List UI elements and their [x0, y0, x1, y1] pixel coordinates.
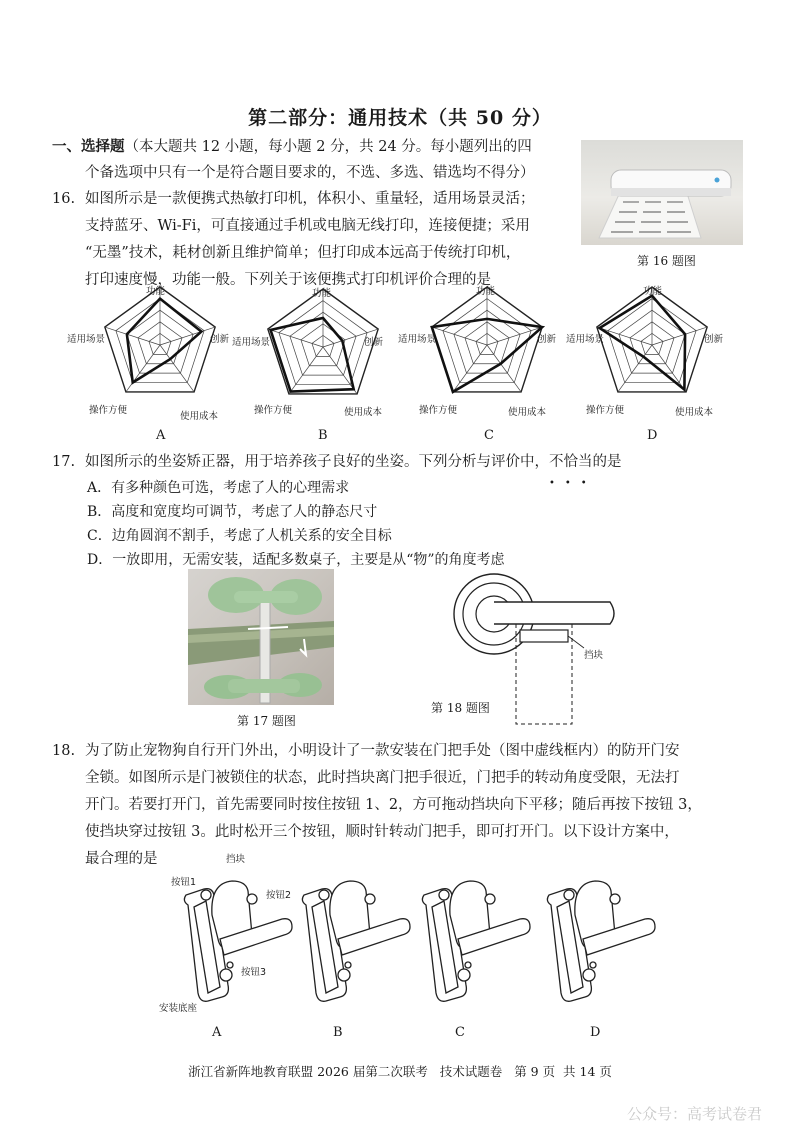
q16-option-b[interactable]: B — [318, 428, 328, 443]
q17-option-a[interactable]: A．有多种颜色可选，考虑了人的心理需求 — [87, 480, 350, 496]
radar-chart-b — [268, 289, 378, 394]
q18-line-4: 使挡块穿过按钮 3。此时松开三个按钮，顺时针转动门把手，即可打开门。以下设计方案中， — [85, 824, 679, 840]
button1-icon — [201, 890, 211, 900]
q18-label-button3: 按钮3 — [241, 967, 267, 978]
q16-line-2: 支持蓝牙、Wi-Fi，可直接通过手机或电脑无线打印，连接便捷；采用 — [85, 218, 530, 234]
button3-icon — [583, 969, 595, 981]
radar-axis — [597, 327, 652, 345]
radar-a-label-left: 适用场景 — [67, 334, 106, 345]
q16-line-1: 如图所示是一款便携式热敏打印机，体积小、重量轻，适用场景灵活； — [85, 191, 535, 207]
q17-number: 17. — [52, 454, 76, 470]
q18-option-c[interactable]: C — [455, 1025, 465, 1040]
q18-number: 18. — [52, 743, 76, 759]
radar-a-label-right: 创新 — [210, 334, 230, 345]
radar-c-label-bottom-left: 操作方便 — [419, 405, 458, 416]
section-instructions-2: 个备选项中只有一个是符合题目要求的，不选、多选、错选均不得分） — [85, 165, 535, 181]
q17-stem-emph — [549, 454, 597, 489]
q18-figure-caption: 第 18 题图 — [431, 701, 490, 715]
radar-c-label-top: 功能 — [476, 286, 496, 297]
screw-icon — [345, 962, 351, 968]
q16-printer-photo — [581, 140, 743, 245]
q16-line-3: “无墨”技术，耗材创新且维护简单；但打印成本远高于传统打印机， — [85, 245, 521, 261]
screw-icon — [590, 962, 596, 968]
radar-d-label-left: 适用场景 — [566, 334, 605, 345]
radar-axis — [432, 327, 487, 345]
q17-stem-b: 的是 — [592, 454, 622, 470]
q18-option-d[interactable]: D — [590, 1025, 601, 1040]
radar-chart-a — [105, 287, 215, 392]
radar-b-label-bottom-right: 使用成本 — [344, 407, 383, 418]
q16-option-d[interactable]: D — [647, 428, 658, 443]
q17-option-c[interactable]: C．边角圆润不割手，考虑了人机关系的安全目标 — [87, 528, 392, 544]
q18-label-button2: 按钮2 — [266, 890, 292, 901]
q18-label-base: 安装底座 — [159, 1003, 198, 1014]
q16-option-c[interactable]: C — [484, 428, 494, 443]
radar-a-label-bottom-right: 使用成本 — [180, 411, 219, 422]
q16-option-a[interactable]: A — [156, 428, 166, 443]
q18-label-block: 挡块 — [226, 854, 246, 865]
q18-block-label: 挡块 — [584, 650, 604, 661]
radar-rating-polygon — [127, 299, 201, 383]
button3-icon — [458, 969, 470, 981]
radar-c-label-right: 创新 — [537, 334, 557, 345]
page-footer: 浙江省新阵地教育联盟 2026 届第二次联考 技术试题卷 第 9 页 共 14 页 — [188, 1064, 612, 1079]
radar-b-label-bottom-left: 操作方便 — [254, 405, 293, 416]
button1-icon — [319, 890, 329, 900]
section-heading-line1 — [52, 133, 532, 161]
lock-design-b — [302, 881, 410, 1001]
radar-chart-c — [432, 287, 542, 392]
button2-icon — [485, 894, 495, 904]
button1-icon — [439, 890, 449, 900]
radar-c-label-left: 适用场景 — [398, 334, 437, 345]
radar-b-label-right: 创新 — [364, 337, 384, 348]
radar-b-label-left: 适用场景 — [232, 337, 271, 348]
page-title: 第二部分：通用技术（共 50 分） — [248, 107, 552, 129]
radar-d-label-right: 创新 — [704, 334, 724, 345]
lock-design-c — [422, 881, 530, 1001]
lock-design-d — [547, 881, 655, 1001]
radar-a-label-bottom-left: 操作方便 — [89, 405, 128, 416]
posture-corrector-illustration — [188, 569, 334, 705]
radar-b-label-top: 功能 — [312, 288, 332, 299]
q17-emph-text: 不恰当 — [549, 454, 593, 470]
radar-axis — [453, 345, 487, 392]
q18-line-2: 全锁。如图所示是门被锁住的状态，此时挡块离门把手很近，门把手的转动角度受限，无法打 — [85, 770, 680, 786]
q17-option-d[interactable]: D．一放即用，无需安装，适配多数桌子，主要是从“物”的角度考虑 — [87, 552, 505, 568]
radar-chart-d — [597, 287, 707, 392]
printer-illustration — [581, 140, 743, 245]
radar-d-label-top: 功能 — [643, 286, 663, 297]
radar-rating-polygon — [271, 318, 354, 392]
section-heading: 一、选择题 — [52, 138, 125, 155]
q18-line-3: 开门。若要打开门，首先需要同时按住按钮 1、2，方可拖动挡块向下平移；随后再按下按钮 3， — [85, 797, 702, 813]
radar-d-label-bottom-right: 使用成本 — [675, 407, 714, 418]
radar-axis — [289, 347, 323, 394]
button2-icon — [247, 894, 257, 904]
q18-option-b[interactable]: B — [333, 1025, 343, 1040]
watermark: 公众号：高考试卷君 — [627, 1105, 763, 1123]
q17-figure-caption: 第 17 题图 — [237, 714, 296, 728]
q16-number: 16. — [52, 191, 76, 207]
section-instructions-1: （本大题共 12 小题，每小题 2 分，共 24 分。每小题列出的四 — [124, 139, 532, 155]
q18-option-a[interactable]: A — [212, 1025, 222, 1040]
screw-icon — [465, 962, 471, 968]
q17-option-b[interactable]: B．高度和宽度均可调节，考虑了人的静态尺寸 — [87, 504, 378, 520]
button2-icon — [365, 894, 375, 904]
q18-option-drawings — [0, 855, 800, 1015]
radar-a-label-top: 功能 — [146, 286, 166, 297]
button3-icon — [220, 969, 232, 981]
button2-icon — [610, 894, 620, 904]
radar-d-label-bottom-left: 操作方便 — [586, 405, 625, 416]
q16-line-4: 打印速度慢，功能一般。下列关于该便携式打印机评价合理的是 — [85, 272, 491, 288]
emphasis-dots-icon: ••• — [549, 478, 597, 489]
q18-line-5: 最合理的是 — [85, 851, 158, 867]
screw-icon — [227, 962, 233, 968]
q18-line-1: 为了防止宠物狗自行开门外出，小明设计了一款安装在门把手处（图中虚线框内）的防开门安 — [85, 743, 680, 759]
q16-figure-caption: 第 16 题图 — [637, 254, 696, 268]
q17-stem-a: 如图所示的坐姿矫正器，用于培养孩子良好的坐姿。下列分析与评价中， — [85, 454, 549, 470]
q18-label-button1: 按钮1 — [171, 877, 197, 888]
q17-posture-corrector-photo — [188, 569, 334, 705]
button1-icon — [564, 890, 574, 900]
button3-icon — [338, 969, 350, 981]
radar-c-label-bottom-right: 使用成本 — [508, 407, 547, 418]
